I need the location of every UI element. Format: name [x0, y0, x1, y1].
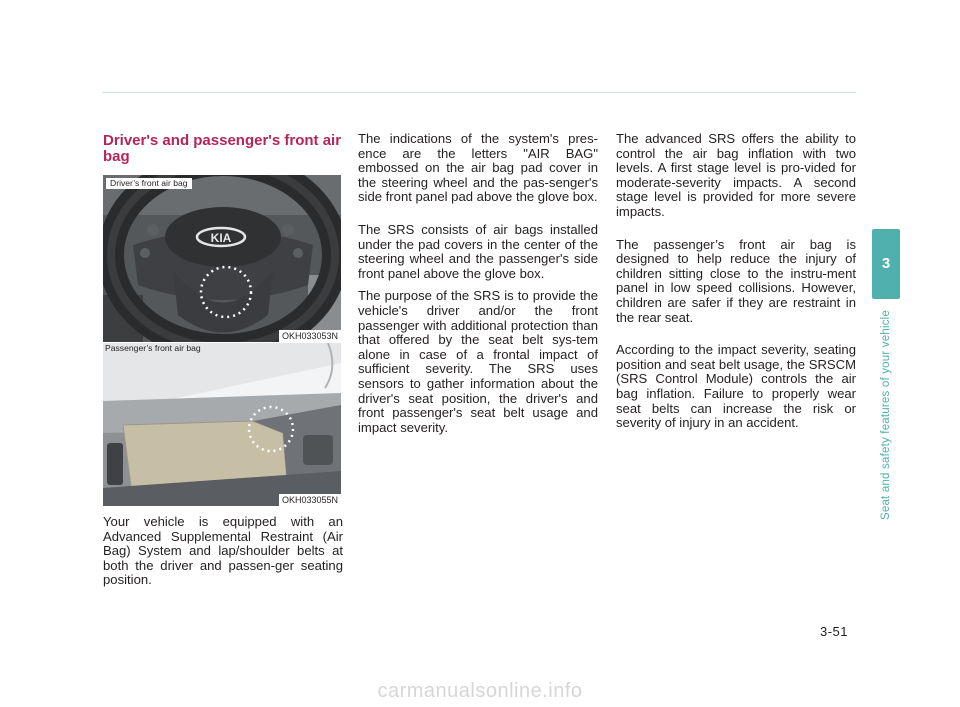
paragraph: The purpose of the SRS is to provide the vehicle's driver and/or the front passenger with additional protection than that offered by the seat belt sys-tem alone in case of a frontal impact of sufficient severity. The SRS uses sensors to gather information about the driver's seat position, the driver's and front passenger's seat belt usage and impact severity. — [358, 288, 598, 435]
intro-text — [103, 515, 343, 596]
figure-caption: Passenger’s front air bag — [105, 343, 201, 353]
figure-code: OKH033053N — [279, 330, 341, 342]
watermark: carmanualsonline.info — [377, 680, 583, 702]
driver-airbag-photo — [103, 175, 341, 342]
dashboard-illustration — [103, 343, 341, 506]
paragraph: The passenger’s front air bag is designed to help reduce the injury of children sitting close to the instru-ment panel in low speed collisions. However, children are safer if they are restraint in the rear seat. — [616, 236, 856, 325]
paragraph: Your vehicle is equipped with an Advanced Supplemental Restraint (Air Bag) System and lap/shoulder belts at both the driver and passen-ger seating position. — [103, 514, 343, 588]
paragraph: The advanced SRS offers the ability to control the air bag inflation with two levels. A first stage level is pro-vided for moderate-severity impacts. A second stage level is provided for more severe impacts. — [616, 131, 856, 219]
right-column — [616, 132, 856, 439]
kia-logo: KIA — [210, 231, 232, 245]
middle-column — [358, 132, 598, 443]
figure-code: OKH033055N — [279, 494, 341, 506]
top-rule — [102, 92, 856, 93]
chapter-title-text: Seat and safety features of your vehicle — [880, 309, 892, 521]
page-number: 3-51 — [820, 624, 849, 639]
section-heading: Driver's and passenger's front air bag — [103, 132, 342, 165]
paragraph: According to the impact severity, seating position and seat belt usage, the SRSCM (SRS Control Module) controls the air bag inflation. Failure to properly wear seat belts can increase the risk or severity of injury in an accident. — [616, 342, 856, 431]
chapter-title — [878, 300, 894, 530]
paragraph: The SRS consists of air bags installed under the pad covers in the center of the steering wheel and the passenger's side front panel above the glove box. — [358, 221, 598, 281]
chapter-tab — [872, 229, 900, 299]
passenger-airbag-photo — [103, 343, 341, 506]
chapter-number: 3 — [881, 255, 891, 272]
steering-wheel-illustration — [103, 175, 341, 342]
figure-caption: Driver’s front air bag — [106, 178, 192, 189]
paragraph: The indications of the system's pres-ence are the letters "AIR BAG" embossed on the air bag pad cover in the steering wheel and the pas-senger's side front panel pad above the glove box. — [358, 131, 598, 205]
